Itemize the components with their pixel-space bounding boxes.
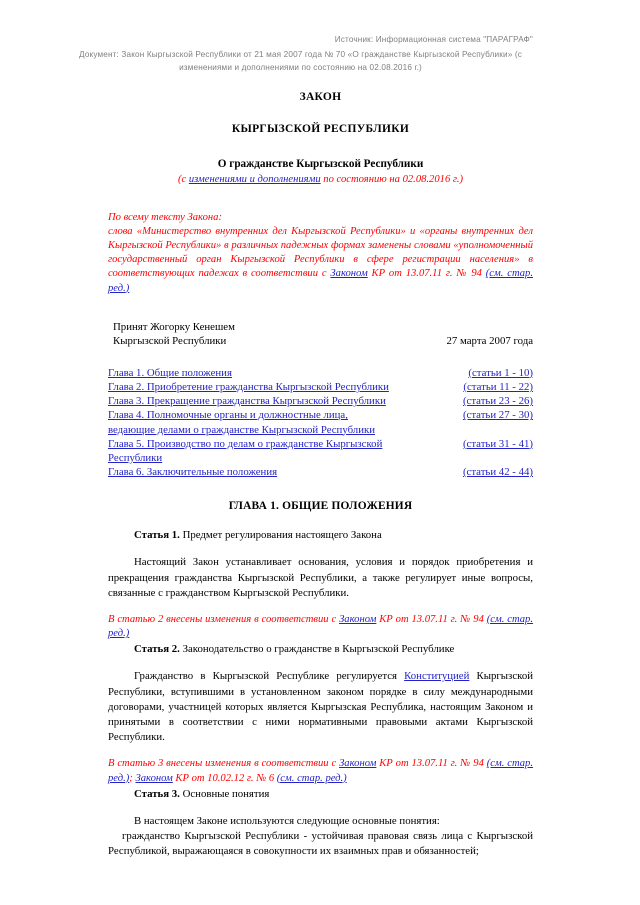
toc-articles-link[interactable]: (статьи 27 - 30) — [462, 409, 533, 422]
toc-row — [108, 465, 533, 479]
toc-row — [108, 408, 533, 422]
amend-link[interactable]: изменениями и дополнениями — [188, 173, 321, 185]
global-note-text-1: слова «Министерство внутренних дел Кыргызской Республики» и «органы внутренних дел Кыргызской Республики» в различных падежных формах заменены словами «уполномоченный государственный орган Кыргызской Республики в сфере регистрации населения» в соответствующих падежах в соответствии с — [108, 225, 533, 280]
document-reference-line: Документ: Закон Кыргызской Республики от 21 мая 2007 года № 70 «О гражданстве Кыргызской Республики» (с изменениями и дополнениями по состоянию на 02.08.2016 г.) — [79, 49, 522, 72]
constitution-link[interactable]: Конституцией — [404, 670, 470, 683]
toc-chapter-link[interactable]: Глава 6. Заключительные положения — [108, 466, 278, 479]
article-1-body: Настоящий Закон устанавливает основания, условия и порядок приобретения и прекращения гражданства Кыргызской Республики, а также регулирует иные вопросы, связанные с гражданством Кыргызской Республики. — [108, 556, 533, 599]
toc-row — [108, 394, 533, 408]
document-header — [79, 0, 533, 75]
toc-chapter-link[interactable]: Глава 1. Общие положения — [108, 366, 232, 379]
toc-row — [108, 437, 533, 451]
title-document-name: О гражданстве Кыргызской Республики — [217, 157, 424, 170]
global-substitution-note — [108, 211, 533, 296]
toc-articles-link[interactable]: (статьи 11 - 22) — [463, 380, 533, 393]
adoption-line-1: Принят Жогорку Кенешем — [113, 320, 235, 333]
article-2-amendment-note — [108, 613, 533, 641]
toc-chapter-link-continuation[interactable]: Республики — [108, 451, 163, 464]
toc-articles-link[interactable]: (статьи 42 - 44) — [462, 466, 533, 479]
global-note-text-2: КР от 13.07.11 г. № 94 — [367, 268, 486, 280]
article-2-body — [108, 669, 533, 745]
adoption-date: 27 марта 2007 года — [446, 335, 533, 348]
toc-chapter-link[interactable]: Глава 2. Приобретение гражданства Кыргызской Республики — [108, 380, 389, 393]
article-2-title: Законодательство о гражданстве в Кыргызской Республике — [179, 643, 455, 656]
toc-chapter-link-continuation[interactable]: ведающие делами о гражданстве Кыргызской Республики — [108, 423, 376, 436]
title-amendment-line — [108, 174, 533, 185]
article-3-definition-1: гражданство Кыргызской Республики - устойчивая правовая связь лица с Кыргызской Республикой, выражающаяся в совокупности их взаимных прав и обязанностей; — [108, 829, 533, 858]
article-2-text-2: Кыргызской Республики, вступившими в установленном законом порядке в силу международными договорами, участницей которых является Кыргызская Республика, настоящим Законом и принятыми в соответствии с ними нормативными правовыми актами Кыргызской Республики. — [108, 670, 533, 744]
article-1-title: Предмет регулирования настоящего Закона — [179, 529, 382, 542]
table-of-contents — [108, 366, 533, 480]
note3-law-link-1[interactable]: Законом — [339, 758, 377, 770]
adoption-authority: Кыргызской Республики — [113, 335, 227, 348]
amend-suffix: по состоянию на 02.08.2016 г.) — [320, 173, 464, 185]
note2-text-1: В статью 2 внесены изменения в соответствии с — [108, 613, 340, 625]
global-note-law-link[interactable]: Законом — [330, 268, 368, 280]
note3-text-4: КР от 10.02.12 г. № 6 — [172, 772, 277, 784]
article-1-heading — [108, 529, 533, 541]
title-republic: КЫРГЫЗСКОЙ РЕСПУБЛИКИ — [231, 122, 410, 135]
article-1-number: Статья 1. — [134, 529, 180, 542]
article-3-intro: В настоящем Законе используются следующие основные понятия: — [134, 814, 440, 827]
toc-row — [108, 380, 533, 394]
note3-text-1: В статью 3 внесены изменения в соответствии с — [108, 758, 340, 770]
toc-chapter-link[interactable]: Глава 3. Прекращение гражданства Кыргызской Республики — [108, 395, 386, 408]
article-3-title: Основные понятия — [179, 787, 270, 800]
note3-text-2: КР от 13.07.11 г. № 94 — [376, 758, 487, 770]
note3-old-version-link-2[interactable]: (см. стар. ред.) — [276, 772, 347, 784]
source-line: Источник: Информационная система "ПАРАГРАФ" — [334, 35, 533, 44]
article-3-heading — [108, 788, 533, 800]
article-2-heading — [108, 643, 533, 655]
note3-old-version-link-1[interactable]: (см. стар. ред.) — [108, 758, 533, 784]
note2-text-2: КР от 13.07.11 г. № 94 — [376, 613, 487, 625]
amend-prefix: (с — [177, 173, 189, 185]
chapter-1-heading: ГЛАВА 1. ОБЩИЕ ПОЛОЖЕНИЯ — [228, 500, 413, 513]
note2-old-version-link[interactable]: (см. стар. ред.) — [108, 613, 533, 640]
toc-chapter-link[interactable]: Глава 4. Полномочные органы и должностные лица, — [108, 409, 348, 422]
article-2-number: Статья 2. — [134, 643, 180, 656]
toc-chapter-link[interactable]: Глава 5. Производство по делам о гражданстве Кыргызской — [108, 437, 383, 450]
global-note-body — [108, 225, 533, 296]
toc-articles-link[interactable]: (статьи 1 - 10) — [468, 366, 533, 379]
title-law: ЗАКОН — [299, 90, 342, 103]
note3-text-3: ; — [129, 772, 136, 784]
toc-articles-link[interactable]: (статьи 31 - 41) — [462, 437, 533, 450]
note2-law-link[interactable]: Законом — [339, 613, 377, 625]
article-3-amendment-note — [108, 757, 533, 785]
adoption-block — [108, 320, 533, 349]
note3-law-link-2[interactable]: Законом — [135, 772, 173, 784]
article-2-text-1: Гражданство в Кыргызской Республике регулируется — [134, 670, 405, 683]
global-note-old-version-link[interactable]: (см. стар. ред.) — [108, 268, 533, 294]
global-note-lead: По всему тексту Закона: — [108, 211, 222, 223]
adoption-line-2 — [113, 334, 533, 349]
article-3-number: Статья 3. — [134, 787, 180, 800]
toc-articles-link[interactable]: (статьи 23 - 26) — [462, 395, 533, 408]
toc-row — [108, 366, 533, 380]
